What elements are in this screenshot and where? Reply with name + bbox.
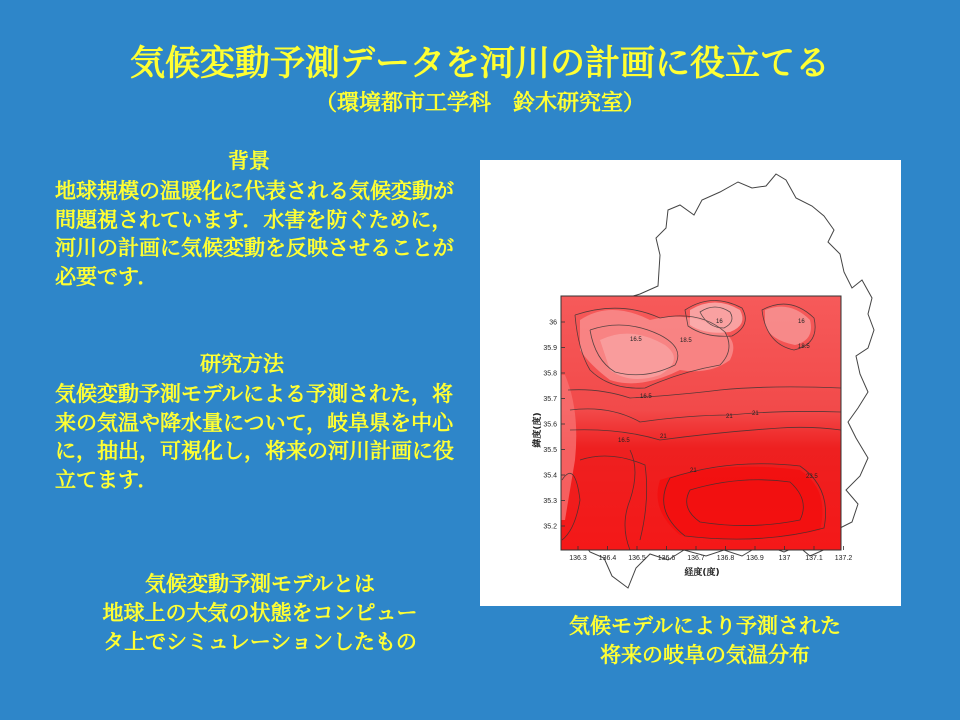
y-tick-label: 35.2 bbox=[543, 523, 557, 531]
y-tick-label: 35.5 bbox=[543, 447, 557, 454]
contour-label: 21 bbox=[752, 411, 759, 417]
contour-label: 16.5 bbox=[618, 438, 630, 444]
y-tick-label: 35.7 bbox=[543, 396, 557, 403]
x-tick-label: 137.1 bbox=[805, 555, 823, 562]
y-tick-label: 36 bbox=[549, 319, 557, 327]
temperature-map-figure bbox=[480, 160, 901, 606]
contour-label: 16.5 bbox=[630, 337, 642, 343]
definition-line-1: 地球上の大気の状態をコンピュー bbox=[102, 601, 418, 625]
contour-label: 16 bbox=[716, 319, 723, 325]
slide-subtitle: （環境都市工学科 鈴木研究室） bbox=[314, 91, 645, 116]
x-tick-label: 136.4 bbox=[598, 555, 617, 562]
x-tick-label: 137.2 bbox=[834, 555, 853, 562]
y-tick-label: 35.4 bbox=[543, 472, 557, 480]
x-tick-label: 136.6 bbox=[657, 555, 676, 562]
contour-label: 21 bbox=[726, 414, 733, 420]
figure-caption-line-1: 気候モデルにより予測された bbox=[569, 614, 841, 638]
x-tick-label: 136.3 bbox=[569, 555, 587, 562]
y-tick-label: 35.6 bbox=[543, 421, 557, 429]
x-tick-label: 136.8 bbox=[716, 555, 735, 562]
temperature-map bbox=[480, 160, 901, 606]
x-tick-label: 137 bbox=[778, 555, 791, 562]
y-tick-label: 35.3 bbox=[543, 498, 557, 505]
x-tick-label: 136.7 bbox=[687, 555, 705, 562]
contour-label: 23.5 bbox=[806, 474, 818, 480]
contour-label: 21 bbox=[690, 468, 697, 474]
definition-heading: 気候変動予測モデルとは bbox=[145, 572, 375, 596]
background-text: 地球規模の温暖化に代表される気候変動が問題視されています．水害を防ぐために，河川の計画に気候変動を反映させることが必要です． bbox=[55, 179, 454, 289]
method-heading: 研究方法 bbox=[200, 352, 284, 376]
y-tick-label: 35.8 bbox=[543, 370, 557, 378]
contour-label: 18.5 bbox=[798, 344, 810, 350]
definition-line-2: タ上でシミュレーションしたもの bbox=[103, 630, 417, 654]
y-axis-label: 緯度(度) bbox=[533, 412, 543, 448]
contour-label: 21 bbox=[660, 434, 667, 440]
x-axis-label: 経度(度) bbox=[684, 568, 720, 578]
slide-title: 気候変動予測データを河川の計画に役立てる bbox=[129, 44, 830, 84]
background-heading: 背景 bbox=[228, 149, 270, 173]
contour-label: 16 bbox=[798, 319, 805, 325]
contour-label: 16.5 bbox=[640, 394, 652, 400]
x-tick-label: 136.5 bbox=[628, 555, 646, 562]
figure-caption-line-2: 将来の岐阜の気温分布 bbox=[600, 643, 810, 667]
method-text: 気候変動予測モデルによる予測された，将来の気温や降水量について，岐阜県を中心に，抽出，可視化し，将来の河川計画に役立てます． bbox=[55, 382, 454, 492]
contour-label: 18.5 bbox=[680, 338, 692, 344]
x-tick-label: 136.9 bbox=[746, 555, 764, 562]
y-tick-label: 35.9 bbox=[543, 345, 557, 352]
